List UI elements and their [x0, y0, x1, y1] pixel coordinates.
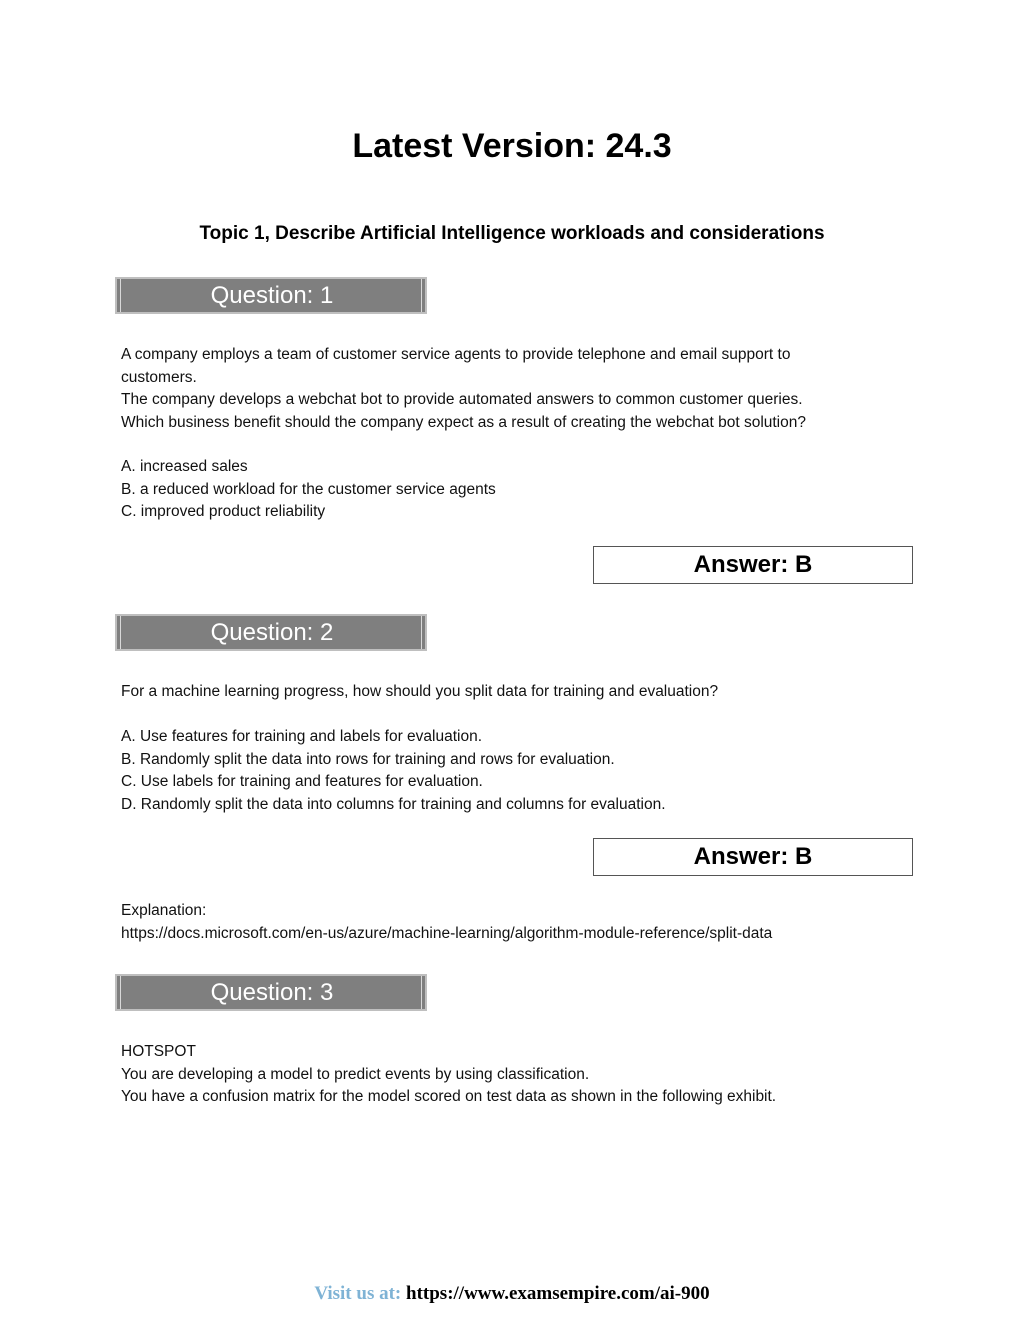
question-1-answer: Answer: B [593, 546, 913, 584]
explanation-link[interactable]: https://docs.microsoft.com/en-us/azure/machine-learning/algorithm-module-reference/split-data [121, 924, 773, 942]
question-3-label: Question: 3 [210, 979, 334, 1006]
question-2-options [121, 726, 901, 816]
option-c: C. improved product reliability [121, 503, 326, 520]
option-a: A. Use features for training and labels for evaluation. [121, 728, 483, 745]
question-2-explanation [121, 900, 901, 945]
explanation-label: Explanation: [121, 902, 207, 919]
question-1-text [121, 344, 901, 434]
option-b: B. Randomly split the data into rows for training and rows for evaluation. [121, 750, 615, 768]
question-2-banner [115, 614, 427, 651]
option-d: D. Randomly split the data into columns for training and columns for evaluation. [121, 795, 666, 813]
question-text-line: You have a confusion matrix for the model scored on test data as shown in the following exhibit. [121, 1088, 777, 1105]
question-2-label: Question: 2 [210, 619, 334, 646]
question-text-line: The company develops a webchat bot to provide automated answers to common customer queries. [121, 391, 803, 408]
footer-link[interactable]: https://www.examsempire.com/ai-900 [406, 1283, 710, 1304]
question-text-line: A company employs a team of customer service agents to provide telephone and email support to [121, 346, 791, 363]
question-2-text [121, 681, 901, 704]
question-text-line: HOTSPOT [121, 1043, 196, 1060]
question-text-line: Which business benefit should the company expect as a result of creating the webchat bot solution? [121, 413, 806, 431]
footer-lead: Visit us at: [314, 1283, 407, 1304]
page-title: Latest Version: 24.3 [352, 127, 672, 165]
option-a: A. increased sales [121, 458, 248, 475]
question-1-options [121, 456, 901, 524]
question-text-line: You are developing a model to predict events by using classification. [121, 1065, 590, 1083]
question-3-banner [115, 974, 427, 1011]
question-1-label: Question: 1 [210, 282, 334, 309]
question-2-answer: Answer: B [593, 838, 913, 876]
footer [0, 1282, 1024, 1306]
question-1-banner [115, 277, 427, 314]
question-text-line: For a machine learning progress, how should you split data for training and evaluation? [121, 683, 719, 700]
option-c: C. Use labels for training and features for evaluation. [121, 773, 483, 790]
topic-heading: Topic 1, Describe Artificial Intelligence workloads and considerations [199, 223, 825, 244]
question-text-line: customers. [121, 368, 197, 386]
option-b: B. a reduced workload for the customer service agents [121, 480, 496, 498]
question-3-text [121, 1041, 901, 1109]
